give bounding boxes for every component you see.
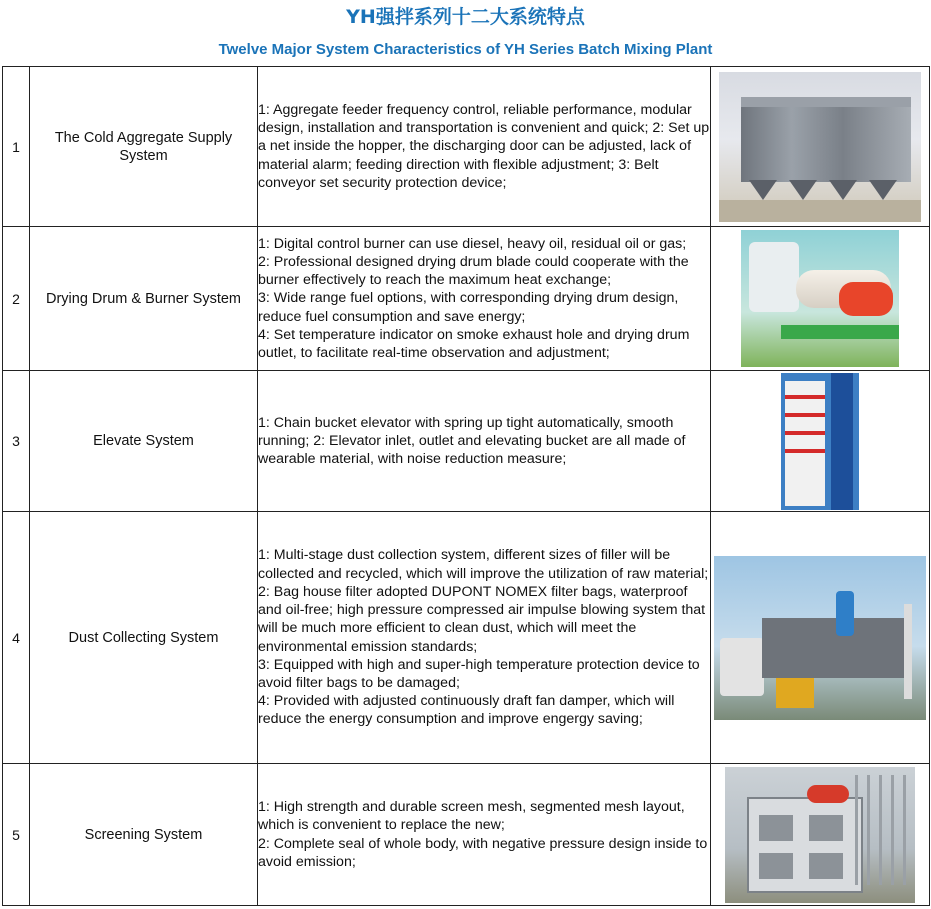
system-characteristics-table bbox=[2, 66, 930, 906]
row-number: 5 bbox=[3, 764, 30, 906]
table-row bbox=[3, 512, 930, 764]
description-line: 2: Complete seal of whole body, with negative pressure design inside to avoid emission; bbox=[258, 835, 708, 870]
description-line: 3: Wide range fuel options, with corresponding drying drum design, reduce fuel consumption and save energy; bbox=[258, 290, 679, 325]
system-description bbox=[258, 512, 711, 764]
row-number: 3 bbox=[3, 371, 30, 512]
page-title-chinese: YH强拌系列十二大系统特点 bbox=[346, 6, 585, 28]
row-number: 1 bbox=[3, 67, 30, 227]
description-line: 3: Belt conveyor set security protection device; bbox=[258, 156, 659, 191]
table-row bbox=[3, 227, 930, 371]
description-line: 1: Multi-stage dust collection system, different sizes of filler will be collected and recycled, which will improve the utilization of raw material; bbox=[258, 547, 709, 582]
description-line: 1: Digital control burner can use diesel, heavy oil, residual oil or gas; bbox=[258, 235, 687, 252]
photo-cell bbox=[711, 512, 930, 764]
photo-cell bbox=[711, 67, 930, 227]
description-line: 3: Equipped with high and super-high temperature protection device to avoid filter bags to be damaged; bbox=[258, 656, 700, 691]
photo-cell bbox=[711, 227, 930, 371]
description-line: 2: Bag house filter adopted DUPONT NOMEX filter bags, waterproof and oil-free; high pressure compressed air impulse blowing system that will be much more efficient to clean dust, which will meet the environmental emission standards; bbox=[258, 583, 706, 655]
system-name: Screening System bbox=[30, 764, 258, 906]
description-line: 1: Aggregate feeder frequency control, reliable performance, modular design, installation and transportation is convenient and quick; bbox=[258, 101, 692, 137]
system-description bbox=[258, 227, 711, 371]
system-description bbox=[258, 764, 711, 906]
system-name: Dust Collecting System bbox=[30, 512, 258, 764]
description-line: 4: Provided with adjusted continuously draft fan damper, which will reduce the energy consumption and improve engergy saving; bbox=[258, 693, 675, 728]
table-row bbox=[3, 67, 930, 227]
drying-drum-burner-photo bbox=[741, 230, 899, 367]
system-name: Elevate System bbox=[30, 371, 258, 512]
description-line: 1: High strength and durable screen mesh, segmented mesh layout, which is convenient to replace the new; bbox=[258, 799, 685, 834]
description-line: 4: Set temperature indicator on smoke exhaust hole and drying drum outlet, to facilitate real-time observation and adjustment; bbox=[258, 326, 690, 361]
row-number: 4 bbox=[3, 512, 30, 764]
description-line: 1: Chain bucket elevator with spring up tight automatically, smooth running; 2: Elevator inlet, outlet and elevating bucket are all made of wearable material, with noise reduction measure; bbox=[258, 414, 686, 468]
cold-aggregate-bins-photo bbox=[719, 72, 921, 222]
system-name: Drying Drum & Burner System bbox=[30, 227, 258, 371]
table-row bbox=[3, 371, 930, 512]
system-description bbox=[258, 67, 711, 227]
elevator-tower-photo bbox=[781, 373, 859, 510]
dust-collector-photo bbox=[714, 556, 926, 720]
photo-cell bbox=[711, 371, 930, 512]
system-name: The Cold Aggregate Supply System bbox=[30, 67, 258, 227]
page-title-english: Twelve Major System Characteristics of YH Series Batch Mixing Plant bbox=[218, 41, 713, 58]
photo-cell bbox=[711, 764, 930, 906]
table-row bbox=[3, 764, 930, 906]
row-number: 2 bbox=[3, 227, 30, 371]
screening-system-photo bbox=[725, 767, 915, 903]
description-line: 2: Professional designed drying drum blade could cooperate with the burner effectively to reach the maximum heat exchange; bbox=[258, 253, 689, 289]
description-line: 2: Set up a net inside the hopper, the discharging door can be adjusted, lack of material alarm; feeding direction with flexible adjustment; bbox=[258, 120, 710, 173]
system-description bbox=[258, 371, 711, 512]
